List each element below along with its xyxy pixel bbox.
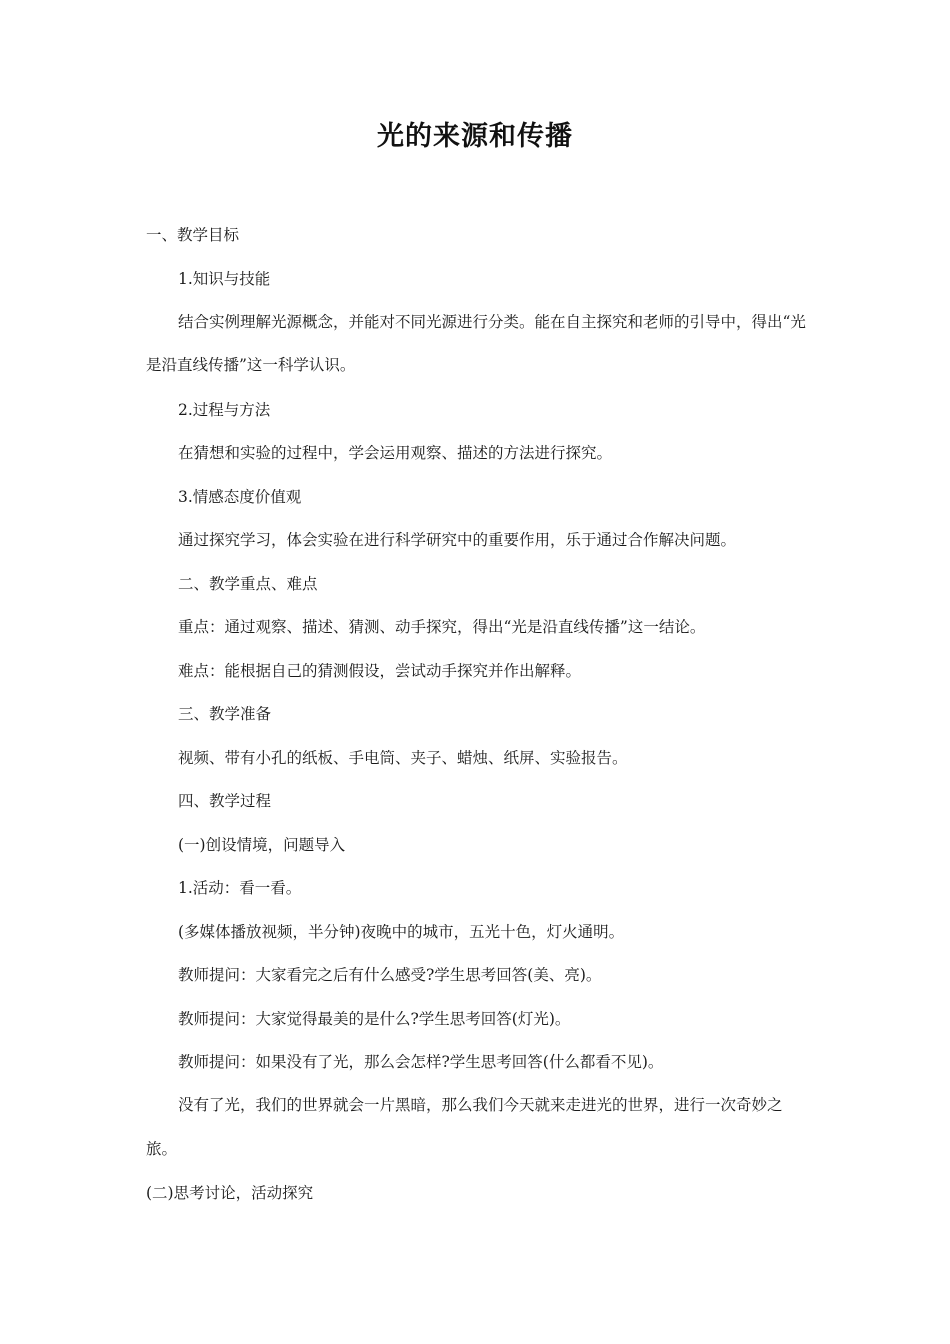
paragraph-preparation: 视频、带有小孔的纸板、手电筒、夹子、蜡烛、纸屏、实验报告。 [178,748,628,767]
paragraph-teacher-question-1: 教师提问：大家看完之后有什么感受?学生思考回答(美、亮)。 [178,966,602,984]
paragraph-video: (多媒体播放视频，半分钟)夜晚中的城市，五光十色，灯火通明。 [178,922,625,941]
paragraph-difficult-point: 难点：能根据自己的猜测假设，尝试动手探究并作出解释。 [178,661,582,680]
paragraph-knowledge-skills: 结合实例理解光源概念，并能对不同光源进行分类。能在自主探究和老师的引导中，得出“光是沿直线传播”这一科学认识。 [146,312,806,374]
subheading-process-method: 2.过程与方法 [178,400,271,419]
subheading-attitude-values: 3.情感态度价值观 [178,487,302,506]
subheading-situation-intro: (一)创设情境，问题导入 [178,835,346,854]
section-heading-key-points: 二、教学重点、难点 [178,574,318,593]
subheading-discussion-inquiry: (二)思考讨论，活动探究 [146,1184,314,1202]
document-title: 光的来源和传播 [377,121,573,152]
section-heading-preparation: 三、教学准备 [178,705,272,723]
section-heading-objectives: 一、教学目标 [146,226,240,244]
paragraph-process-method: 在猜想和实验的过程中，学会运用观察、描述的方法进行探究。 [178,444,613,462]
paragraph-teacher-question-2: 教师提问：大家觉得最美的是什么?学生思考回答(灯光)。 [178,1009,571,1028]
subheading-knowledge-skills: 1.知识与技能 [178,269,271,288]
paragraph-teacher-question-3: 教师提问：如果没有了光，那么会怎样?学生思考回答(什么都看不见)。 [178,1053,664,1071]
paragraph-transition: 没有了光，我们的世界就会一片黑暗，那么我们今天就来走进光的世界，进行一次奇妙之旅。 [146,1096,783,1158]
paragraph-attitude-values: 通过探究学习，体会实验在进行科学研究中的重要作用，乐于通过合作解决问题。 [178,531,737,549]
paragraph-activity-look: 1.活动：看一看。 [178,879,302,897]
paragraph-key-point: 重点：通过观察、描述、猜测、动手探究，得出“光是沿直线传播”这一结论。 [178,618,706,636]
section-heading-process: 四、教学过程 [178,792,272,810]
document-body [146,224,810,1226]
